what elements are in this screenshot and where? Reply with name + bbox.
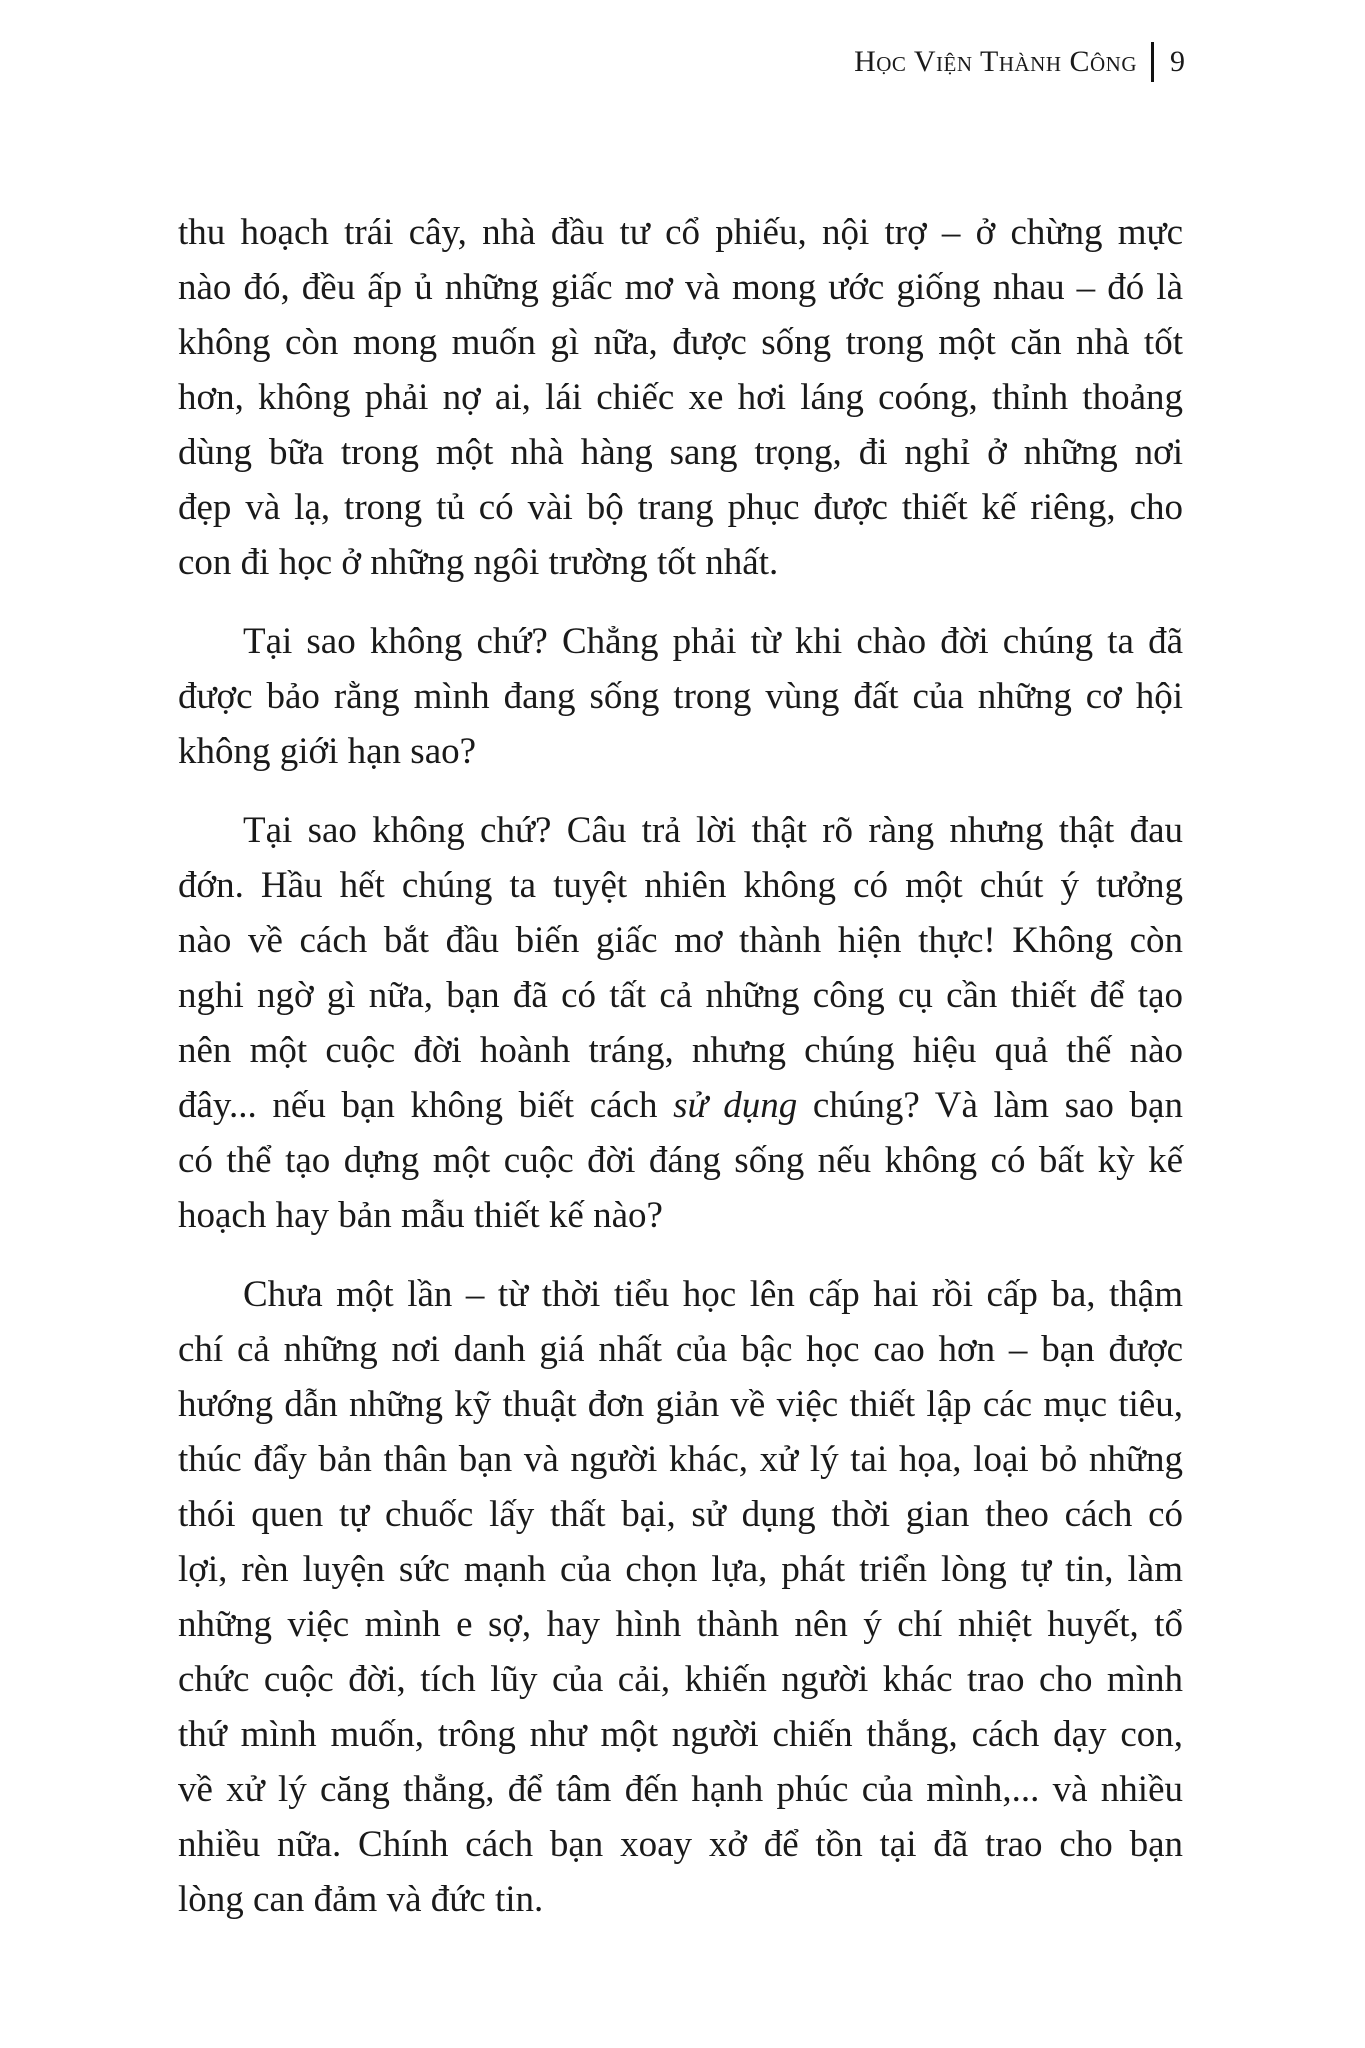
book-title: Học Viện Thành Công — [854, 45, 1137, 78]
text-line: chí cả những nơi danh giá nhất của bậc học cao hơn – bạn được — [178, 1329, 1183, 1370]
text-line: hướng dẫn những kỹ thuật đơn giản về việc thiết lập các mục tiêu, — [178, 1384, 1183, 1425]
text-line: thói quen tự chuốc lấy thất bại, sử dụng thời gian theo cách có — [178, 1494, 1183, 1535]
text-line: thứ mình muốn, trông như một người chiến thắng, cách dạy con, — [178, 1714, 1183, 1755]
text-line: đẹp và lạ, trong tủ có vài bộ trang phục được thiết kế riêng, cho — [178, 487, 1183, 528]
text-line: hoạch hay bản mẫu thiết kế nào? — [178, 1195, 663, 1236]
text-line: những việc mình e sợ, hay hình thành nên ý chí nhiệt huyết, tổ — [178, 1604, 1183, 1645]
text-line: Chưa một lần – từ thời tiểu học lên cấp hai rồi cấp ba, thậm — [243, 1274, 1183, 1315]
text-line: dùng bữa trong một nhà hàng sang trọng, đi nghỉ ở những nơi — [178, 432, 1183, 473]
text-line: không giới hạn sao? — [178, 731, 477, 772]
text-line: Tại sao không chứ? Chẳng phải từ khi chào đời chúng ta đã — [243, 621, 1183, 662]
text-line: nên một cuộc đời hoành tráng, nhưng chúng hiệu quả thế nào — [178, 1030, 1183, 1071]
paragraph-2 — [178, 614, 1183, 779]
text-line: nào đó, đều ấp ủ những giấc mơ và mong ước giống nhau – đó là — [178, 267, 1183, 308]
emphasis-text: sử dụng — [673, 1085, 798, 1126]
paragraph-1 — [178, 205, 1183, 590]
text-line: lòng can đảm và đức tin. — [178, 1879, 544, 1920]
text-line-with-emphasis — [178, 1078, 1183, 1133]
text-line: nhiều nữa. Chính cách bạn xoay xở để tồn tại đã trao cho bạn — [178, 1824, 1183, 1865]
text-line: được bảo rằng mình đang sống trong vùng đất của những cơ hội — [178, 676, 1183, 717]
header-divider — [1151, 42, 1154, 82]
text-segment: đây... nếu bạn không biết cách — [178, 1085, 674, 1126]
text-line: nghi ngờ gì nữa, bạn đã có tất cả những công cụ cần thiết để tạo — [178, 975, 1183, 1016]
page-body — [178, 205, 1183, 1951]
text-line: lợi, rèn luyện sức mạnh của chọn lựa, phát triển lòng tự tin, làm — [178, 1549, 1183, 1590]
paragraph-4 — [178, 1267, 1183, 1927]
text-line: có thể tạo dựng một cuộc đời đáng sống nếu không có bất kỳ kế — [178, 1140, 1183, 1181]
text-line: đớn. Hầu hết chúng ta tuyệt nhiên không có một chút ý tưởng — [178, 865, 1183, 906]
text-segment: chúng? Và làm sao bạn — [797, 1085, 1183, 1126]
text-line: con đi học ở những ngôi trường tốt nhất. — [178, 542, 779, 583]
text-line: nào về cách bắt đầu biến giấc mơ thành hiện thực! Không còn — [178, 920, 1183, 961]
text-line: Tại sao không chứ? Câu trả lời thật rõ ràng nhưng thật đau — [243, 810, 1183, 851]
text-line: về xử lý căng thẳng, để tâm đến hạnh phúc của mình,... và nhiều — [178, 1769, 1183, 1810]
page-number: 9 — [1170, 45, 1185, 78]
paragraph-3 — [178, 803, 1183, 1243]
text-line: không còn mong muốn gì nữa, được sống trong một căn nhà tốt — [178, 322, 1183, 363]
text-line: thúc đẩy bản thân bạn và người khác, xử lý tai họa, loại bỏ những — [178, 1439, 1183, 1480]
text-line: thu hoạch trái cây, nhà đầu tư cổ phiếu, nội trợ – ở chừng mực — [178, 212, 1183, 253]
running-header — [854, 42, 1185, 82]
text-line: chức cuộc đời, tích lũy của cải, khiến người khác trao cho mình — [178, 1659, 1183, 1700]
text-line: hơn, không phải nợ ai, lái chiếc xe hơi láng coóng, thỉnh thoảng — [178, 377, 1183, 418]
